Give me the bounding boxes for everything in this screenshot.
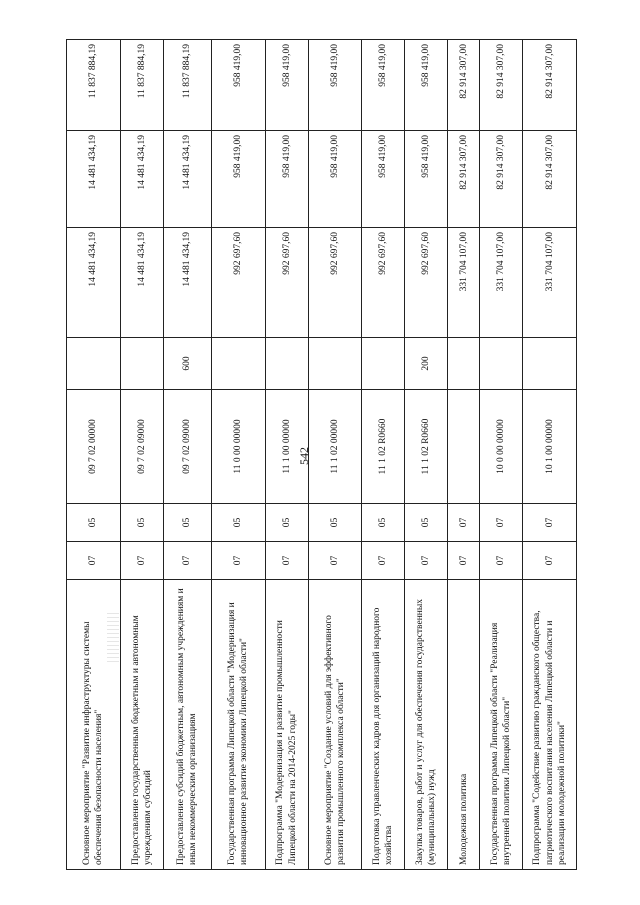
row-amount-2-cell: 82 914 307,00 (480, 131, 523, 228)
row-amount-2-cell: 958 419,00 (362, 131, 405, 228)
row-target-article-cell: 11 1 02 00000 (308, 390, 362, 504)
row-amount-2-cell: 958 419,00 (405, 131, 448, 228)
row-section-cell: 07 (523, 542, 577, 580)
row-target-article-cell: 11 1 02 R0660 (362, 390, 405, 504)
row-expense-type-cell (362, 338, 405, 390)
table-row (211, 40, 265, 870)
row-amount-3-cell: 11 837 884,19 (120, 40, 163, 131)
table-body (67, 40, 577, 870)
table-row (120, 40, 163, 870)
table-row (308, 40, 362, 870)
row-name-cell: Предоставление государственным бюджетным и автономным учреждениям субсидий (120, 580, 163, 870)
row-amount-1-cell: 992 697,60 (265, 228, 308, 338)
row-amount-3-cell: 958 419,00 (362, 40, 405, 131)
row-amount-2-cell: 82 914 307,00 (448, 131, 480, 228)
row-amount-2-cell: 14 481 434,19 (163, 131, 211, 228)
row-amount-3-cell: 11 837 884,19 (163, 40, 211, 131)
row-amount-2-cell: 82 914 307,00 (523, 131, 577, 228)
row-subsection-cell: 05 (405, 504, 448, 542)
row-subsection-cell: 07 (448, 504, 480, 542)
row-expense-type-cell (480, 338, 523, 390)
page-number: 542 (297, 447, 311, 465)
row-amount-1-cell: 992 697,60 (362, 228, 405, 338)
row-amount-1-cell: 331 704 107,00 (448, 228, 480, 338)
row-section-cell: 07 (448, 542, 480, 580)
row-section-cell: 07 (405, 542, 448, 580)
row-target-article-cell (448, 390, 480, 504)
row-expense-type-cell (308, 338, 362, 390)
row-target-article-cell: 09 7 02 09000 (120, 390, 163, 504)
table-row (405, 40, 448, 870)
table-row (448, 40, 480, 870)
row-expense-type-cell (523, 338, 577, 390)
row-amount-1-cell: 992 697,60 (211, 228, 265, 338)
row-amount-1-cell: 331 704 107,00 (480, 228, 523, 338)
row-amount-3-cell: 11 837 884,19 (67, 40, 121, 131)
row-expense-type-cell (448, 338, 480, 390)
row-amount-1-cell: 14 481 434,19 (67, 228, 121, 338)
row-name-cell: Предоставление субсидий бюджетным, автономным учреждениям и иным некоммерческим организациям (163, 580, 211, 870)
row-expense-type-cell (265, 338, 308, 390)
table-row (163, 40, 211, 870)
row-section-cell: 07 (120, 542, 163, 580)
row-name-cell: Подпрограмма "Модернизация и развитие промышленности Липецкой области на 2014-2025 годы" (265, 580, 308, 870)
row-amount-3-cell: 82 914 307,00 (523, 40, 577, 131)
row-name-cell: Основное мероприятие "Создание условий для эффективного развития промышленного комплекса области" (308, 580, 362, 870)
row-subsection-cell: 07 (523, 504, 577, 542)
row-amount-1-cell: 992 697,60 (308, 228, 362, 338)
row-amount-2-cell: 14 481 434,19 (67, 131, 121, 228)
row-name-cell: Основное мероприятие "Развитие инфраструктуры системы обеспечения безопасности населения" (67, 580, 121, 870)
row-amount-2-cell: 958 419,00 (308, 131, 362, 228)
row-expense-type-cell (67, 338, 121, 390)
table-row (523, 40, 577, 870)
row-target-article-cell: 11 1 00 00000 (265, 390, 308, 504)
row-expense-type-cell (211, 338, 265, 390)
row-amount-3-cell: 82 914 307,00 (480, 40, 523, 131)
row-subsection-cell: 05 (211, 504, 265, 542)
row-amount-3-cell: 958 419,00 (405, 40, 448, 131)
row-amount-3-cell: 82 914 307,00 (448, 40, 480, 131)
row-section-cell: 07 (308, 542, 362, 580)
table-row (480, 40, 523, 870)
row-target-article-cell: 10 1 00 00000 (523, 390, 577, 504)
row-target-article-cell: 09 7 02 00000 (67, 390, 121, 504)
row-amount-3-cell: 958 419,00 (211, 40, 265, 131)
row-section-cell: 07 (480, 542, 523, 580)
row-name-cell: Молодежная политика (448, 580, 480, 870)
row-section-cell: 07 (362, 542, 405, 580)
row-name-cell: Государственная программа Липецкой области "Модернизация и инновационное развитие экономики Липецкой области" (211, 580, 265, 870)
row-name-cell: Закупка товаров, работ и услуг для обеспечения государственных (муниципальных) нужд (405, 580, 448, 870)
row-amount-1-cell: 14 481 434,19 (120, 228, 163, 338)
row-target-article-cell: 11 1 02 R0660 (405, 390, 448, 504)
row-expense-type-cell: 200 (405, 338, 448, 390)
row-target-article-cell: 11 0 00 00000 (211, 390, 265, 504)
row-amount-3-cell: 958 419,00 (308, 40, 362, 131)
row-amount-2-cell: 958 419,00 (211, 131, 265, 228)
table-row (67, 40, 121, 870)
row-target-article-cell: 09 7 02 09000 (163, 390, 211, 504)
row-subsection-cell: 05 (120, 504, 163, 542)
budget-table (66, 39, 577, 870)
row-subsection-cell: 05 (362, 504, 405, 542)
row-subsection-cell: 05 (163, 504, 211, 542)
row-section-cell: 07 (211, 542, 265, 580)
row-name-cell: Подпрограмма "Содействие развитию гражданского общества, патриотического воспитания населения Липецкой области и реализации молодежной политики" (523, 580, 577, 870)
row-section-cell: 07 (265, 542, 308, 580)
row-amount-2-cell: 14 481 434,19 (120, 131, 163, 228)
row-subsection-cell: 05 (308, 504, 362, 542)
row-name-cell: Подготовка управленческих кадров для организаций народного хозяйства (362, 580, 405, 870)
row-name-cell: Государственная программа Липецкой области "Реализация внутренней политики Липецкой области" (480, 580, 523, 870)
table-row (265, 40, 308, 870)
row-subsection-cell: 07 (480, 504, 523, 542)
row-amount-3-cell: 958 419,00 (265, 40, 308, 131)
row-amount-2-cell: 958 419,00 (265, 131, 308, 228)
row-expense-type-cell (120, 338, 163, 390)
row-subsection-cell: 05 (265, 504, 308, 542)
row-section-cell: 07 (67, 542, 121, 580)
table-row (362, 40, 405, 870)
row-target-article-cell: 10 0 00 00000 (480, 390, 523, 504)
row-amount-1-cell: 331 704 107,00 (523, 228, 577, 338)
row-section-cell: 07 (163, 542, 211, 580)
row-expense-type-cell: 600 (163, 338, 211, 390)
row-amount-1-cell: 14 481 434,19 (163, 228, 211, 338)
row-subsection-cell: 05 (67, 504, 121, 542)
row-amount-1-cell: 992 697,60 (405, 228, 448, 338)
rotated-table-container (66, 40, 577, 870)
